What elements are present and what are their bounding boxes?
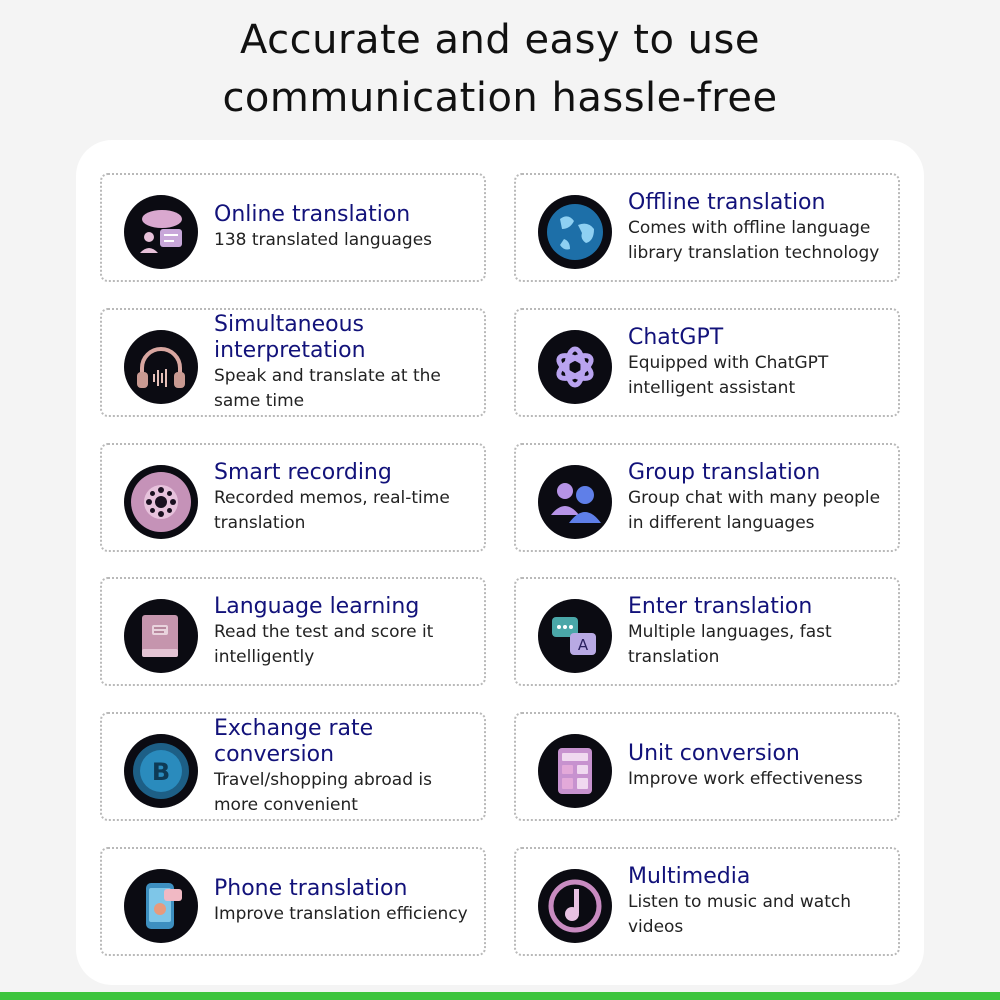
feature-description: Group chat with many people in different languages xyxy=(628,487,881,533)
chatgpt-logo-icon xyxy=(538,330,612,404)
feature-description: Improve work effectiveness xyxy=(628,769,863,789)
feature-description: 138 translated languages xyxy=(214,230,433,250)
svg-text:A: A xyxy=(577,636,589,654)
svg-text:B: B xyxy=(151,758,171,786)
bottom-accent-line xyxy=(0,992,1000,1000)
phone-call-icon xyxy=(124,869,198,943)
feature-description: Improve translation efficiency xyxy=(214,904,468,924)
book-icon xyxy=(124,599,198,673)
feature-description: Read the test and score it intelligently xyxy=(214,621,434,667)
chat-translate-icon xyxy=(538,599,612,673)
feature-description: Comes with offline language library translation technology xyxy=(628,217,880,263)
feature-title: Enter translation xyxy=(628,593,813,619)
feature-description: Recorded memos, real-time translation xyxy=(214,487,450,533)
feature-title: Group translation xyxy=(628,459,821,485)
headphones-icon xyxy=(124,330,198,404)
feature-title: Smart recording xyxy=(214,459,392,485)
feature-title: Online translation xyxy=(214,202,411,227)
feature-card-group-translation xyxy=(514,443,900,552)
group-people-icon xyxy=(538,465,612,539)
calculator-icon xyxy=(538,734,612,808)
feature-card-exchange-rate-conversion xyxy=(100,712,486,821)
feature-title: Language learning xyxy=(214,593,420,619)
globe-icon xyxy=(538,195,612,269)
feature-description: Travel/shopping abroad is more convenient xyxy=(214,769,432,815)
feature-card-online-translation xyxy=(100,173,486,282)
feature-card-multimedia xyxy=(514,847,900,956)
page-title-line-1: Accurate and easy to use xyxy=(240,17,760,63)
feature-title: Phone translation xyxy=(214,876,408,901)
feature-description: Speak and translate at the same time xyxy=(214,365,441,411)
speech-bubble-person-icon xyxy=(124,195,198,269)
feature-title: Multimedia xyxy=(628,863,751,889)
feature-title: Exchange rate conversion xyxy=(214,715,374,767)
feature-card-enter-translation xyxy=(514,577,900,686)
feature-description: Equipped with ChatGPT intelligent assistant xyxy=(628,352,829,398)
feature-title: Unit conversion xyxy=(628,741,800,766)
feature-title: Simultaneous interpretation xyxy=(214,311,366,363)
feature-card-offline-translation xyxy=(514,173,900,282)
feature-title: Offline translation xyxy=(628,189,826,215)
feature-card-chatgpt xyxy=(514,308,900,417)
feature-card-simultaneous-interpretation xyxy=(100,308,486,417)
page-title-line-2: communication hassle-free xyxy=(222,75,778,121)
feature-card-language-learning xyxy=(100,577,486,686)
feature-title: ChatGPT xyxy=(628,324,724,350)
music-note-icon xyxy=(538,869,612,943)
feature-card-smart-recording xyxy=(100,443,486,552)
feature-description: Listen to music and watch videos xyxy=(628,891,851,937)
bitcoin-coin-icon xyxy=(124,734,198,808)
feature-description: Multiple languages, fast translation xyxy=(628,621,832,667)
feature-card-phone-translation xyxy=(100,847,486,956)
feature-card-unit-conversion xyxy=(514,712,900,821)
recording-reel-icon xyxy=(124,465,198,539)
